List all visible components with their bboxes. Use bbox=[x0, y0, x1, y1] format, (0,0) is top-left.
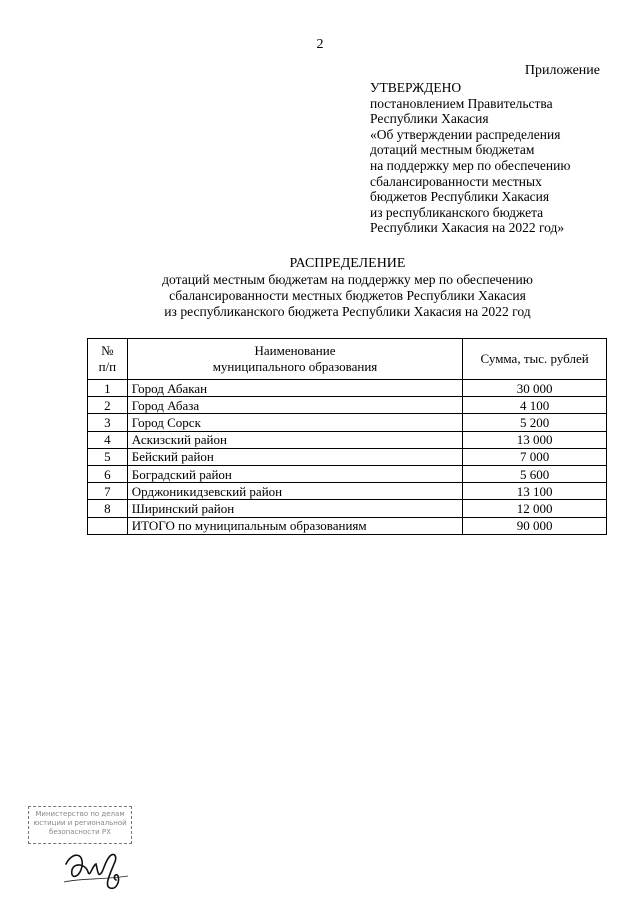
stamp-line: юстиции и региональной bbox=[33, 819, 127, 827]
row-sum: 5 600 bbox=[463, 465, 607, 482]
row-name: Аскизский район bbox=[127, 431, 462, 448]
approval-heading: УТВЕРЖДЕНО bbox=[370, 80, 462, 95]
approval-line: сбалансированности местных bbox=[370, 173, 542, 189]
row-sum: 7 000 bbox=[463, 448, 607, 465]
approval-line: постановлением Правительства bbox=[370, 95, 553, 111]
row-name: Боградский район bbox=[127, 465, 462, 482]
row-number: 4 bbox=[88, 431, 128, 448]
table-row bbox=[88, 397, 607, 414]
row-sum: 30 000 bbox=[463, 380, 607, 397]
distribution-table bbox=[87, 338, 607, 535]
row-name: Город Сорск bbox=[127, 414, 462, 431]
row-name: Город Абаза bbox=[127, 397, 462, 414]
appendix-label: Приложение bbox=[524, 63, 600, 78]
approval-line: на поддержку мер по обеспечению bbox=[370, 157, 571, 173]
header-name bbox=[127, 339, 462, 380]
row-sum: 13 000 bbox=[463, 431, 607, 448]
row-sum: 12 000 bbox=[463, 500, 607, 517]
row-sum: 4 100 bbox=[463, 397, 607, 414]
table-total-row bbox=[88, 517, 607, 534]
header-number-line: № bbox=[101, 343, 114, 358]
document-subtitle-line: сбалансированности местных бюджетов Республики Хакасия bbox=[169, 288, 526, 303]
approval-block bbox=[370, 80, 620, 236]
document-title-block bbox=[0, 256, 640, 320]
table-row bbox=[88, 483, 607, 500]
row-name: Орджоникидзевский район bbox=[127, 483, 462, 500]
row-name: Ширинский район bbox=[127, 500, 462, 517]
row-name: Бейский район bbox=[127, 448, 462, 465]
row-number: 8 bbox=[88, 500, 128, 517]
approval-line: Республики Хакасия bbox=[370, 111, 489, 127]
approval-line: бюджетов Республики Хакасия bbox=[370, 189, 550, 205]
stamp-line: безопасности РХ bbox=[49, 828, 111, 836]
table-row bbox=[88, 465, 607, 482]
document-subtitle-line: из республиканского бюджета Республики Хакасия на 2022 год bbox=[164, 304, 531, 319]
total-sum: 90 000 bbox=[463, 517, 607, 534]
total-name: ИТОГО по муниципальным образованиям bbox=[127, 517, 462, 534]
table-row bbox=[88, 448, 607, 465]
header-sum: Сумма, тыс. рублей bbox=[463, 339, 607, 380]
table-row bbox=[88, 380, 607, 397]
handwritten-signature bbox=[62, 842, 132, 894]
row-number: 7 bbox=[88, 483, 128, 500]
total-number bbox=[88, 517, 128, 534]
header-name-line: муниципального образования bbox=[212, 359, 378, 374]
header-number-line: п/п bbox=[98, 359, 117, 374]
row-number: 6 bbox=[88, 465, 128, 482]
approval-line: из республиканского бюджета bbox=[370, 204, 544, 220]
row-sum: 5 200 bbox=[463, 414, 607, 431]
stamp-line: Министерство по делам bbox=[35, 810, 125, 818]
row-number: 5 bbox=[88, 448, 128, 465]
approval-line: дотаций местным бюджетам bbox=[370, 142, 535, 158]
table-header-row bbox=[88, 339, 607, 380]
row-number: 1 bbox=[88, 380, 128, 397]
approval-line: Республики Хакасия на 2022 год» bbox=[370, 220, 565, 236]
row-name: Город Абакан bbox=[127, 380, 462, 397]
row-sum: 13 100 bbox=[463, 483, 607, 500]
document-subtitle-line: дотаций местным бюджетам на поддержку мер по обеспечению bbox=[162, 272, 533, 287]
table-row bbox=[88, 431, 607, 448]
page-number: 2 bbox=[316, 37, 324, 52]
header-number bbox=[88, 339, 128, 380]
row-number: 3 bbox=[88, 414, 128, 431]
approval-line: «Об утверждении распределения bbox=[370, 126, 561, 142]
document-title: РАСПРЕДЕЛЕНИЕ bbox=[289, 256, 406, 271]
registration-stamp bbox=[28, 806, 132, 844]
table-row bbox=[88, 414, 607, 431]
table-row bbox=[88, 500, 607, 517]
header-name-line: Наименование bbox=[254, 343, 336, 358]
row-number: 2 bbox=[88, 397, 128, 414]
